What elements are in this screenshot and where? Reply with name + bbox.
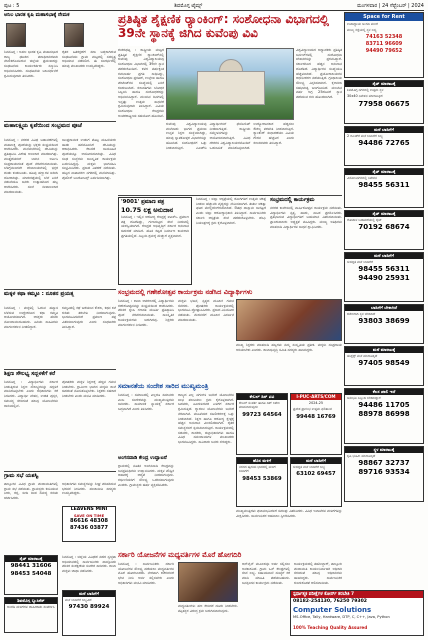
ad-text: ಮುಖ್ಯ ರಸ್ತೆಯಲ್ಲಿ ಸ್ಥಳ ಲಭ್ಯ xyxy=(347,28,377,33)
mid-story-text: ಶಿವಮೊಗ್ಗ : ಜಿಲ್ಲಾ ಆಸ್ಪತ್ರೆಯಲ್ಲಿ ರೋಗಿಗಳಿಗೆ ಉತ್ತಮ ಚಿಕಿತ್ಸೆ ನೀಡಲು ಹೆಚ್ಚುವರಿ ವೈದ್ಯರನ್ನು ನೇಮಿಸಲಾಗಿದೆ. ತುರ್ತು ಚಿಕಿತ್ಸಾ ಘಟಕ ಮೇಲ್ದರ್ಜೆಗೇರಿಸಲಾಗಿದೆ. ಔಷಧ ದಾಸ್ತಾನು ಸಾಕಷ್ಟಿದೆ ಎಂದು ಜಿಲ್ಲಾ ಆರೋಗ್ಯಾಧಿಕಾರಿ ತಿಳಿಸಿದ್ದಾರೆ. ಸಾರ್ವಜನಿಕರು ಸರ್ಕಾರಿ ಆಸ್ಪತ್ರೆಯ ಸೇವೆ ಪಡೆದುಕೊಳ್ಳಬೇಕು. ಡೆಂಘಿ ನಿಯಂತ್ರಣಕ್ಕೆ ಕ್ರಮ ಕೈಗೊಳ್ಳಲಾಗಿದೆ. xyxy=(196,197,266,225)
ad-phone: 77958 06675 xyxy=(358,99,410,108)
portrait-photo xyxy=(6,23,26,47)
mid-story-text: ನಗರದ ಕಾಲೇಜಿನಲ್ಲಿ ವಾರ್ಷಿಕೋತ್ಸವ ಕಾರ್ಯಕ್ರಮ ನಡೆಯಿತು. ವಿದ್ಯಾರ್ಥಿಗಳು ನೃತ್ಯ, ಹಾಡು, ನಾಟಕ ಪ್ರದರ್ಶಿಸಿದರು. ಪ್ರತಿಭಾವಂತ ವಿದ್ಯಾರ್ಥಿಗಳಿಗೆ ಬಹುಮಾನ ವಿತರಿಸಲಾಯಿತು. ಪ್ರಾಂಶುಪಾಲರು ಅಧ್ಯಕ್ಷತೆ ವಹಿಸಿದ್ದರು. ಮುಖ್ಯ ಅತಿಥಿಗಳು ಮಾತನಾಡಿ ವಿದ್ಯಾರ್ಥಿಗಳ ಸಾಧನೆ ಶ್ಲಾಘಿಸಿದರು. xyxy=(270,206,342,229)
left-story2-text: ಸಾಂಪ್ರದಾಯಿಕ ಉಡುಗೆ ತೊಟ್ಟ ಮಹಿಳೆಯರು ಹಾಡು ಹಸೆಯೊಂದಿಗೆ ದೇವಿಯನ್ನು ಆರಾಧಿಸಿದರು. ಕೆಲವೆಡೆ ಸಾಮೂಹಿಕ ಪೂಜೆಯನ್ನೂ ಆಯೋಜಿಸಲಾಗಿತ್ತು. ವಿವಿಧ ಸಂಘ ಸಂಸ್ಥೆಗಳು ಸಾಂಸ್ಕೃತಿಕ ಕಾರ್ಯಕ್ರಮ ಏರ್ಪಡಿಸಿದ್ದವು. ಮಕ್ಕಳು ಭಾಗವಹಿಸಿ ಸಂಭ್ರಮಿಸಿದರು. ಪ್ರಸಾದ ವಿತರಣೆ ನಡೆಯಿತು. ಹಬ್ಬದ ವಾತಾವರಣ ನಗರದಲ್ಲಿ ಮನೆಮಾಡಿತ್ತು. ಪೊಲೀಸ್ ಬಂದೋಬಸ್ತ್ ಏರ್ಪಡಿಸಲಾಗಿತ್ತು. xyxy=(62,138,116,180)
ad-phone: 98867 32737 xyxy=(358,459,410,468)
left-story3-text: ಕಮ್ಮಟದಲ್ಲಿ ಕಥೆ ಬರೆಯುವ ಕೌಶಲ, ಕಥನ ಕಲೆ ಕುರಿತು ತರಬೇತಿ ನೀಡಲಾಗುವುದು. ಭಾಗವಹಿಸಿದವರಿಗೆ ಪ್ರಮಾಣ ಪತ್ರ ವಿತರಿಸಲಾಗುವುದು ಎಂದು ಸಂಘಟಕರು ತಿಳಿಸಿದ್ದಾರೆ. xyxy=(62,306,116,329)
ad-phone: 74163 52348 xyxy=(365,33,403,40)
iso-headline: '9001' ಪ್ರಮಾಣ ಪತ್ರ xyxy=(121,199,165,205)
ad-phone: 98441 31606 xyxy=(10,563,52,569)
ad-text: 2024-25 xyxy=(308,401,324,405)
ad-text: ಅಂಗಡಿ ಮಳಿಗೆಗಳ ಜಾಹೀರಾತು ಸಂಪರ್ಕಿಸಿ xyxy=(7,605,55,609)
sec3-text: ಗ್ರಾಮದಲ್ಲಿ ನೂತನ ಅಂಗನವಾಡಿ ಕೇಂದ್ರವನ್ನು ಜನಪ್ರತಿನಿಧಿಗಳು ಉದ್ಘಾಟಿಸಿದರು. ಮಕ್ಕಳ ಪೌಷ್ಟಿಕ ಆಹಾರಕ್ಕೆ ಆದ್ಯತೆ ನೀಡಲಾಗುವುದು. ಗರ್ಭಿಣಿಯರಿಗೆ ಸೌಲಭ್ಯ ಒದಗಿಸಲಾಗುವುದು ಎಂದರು. ಗ್ರಾಮಸ್ಥರು ಹರ್ಷ ವ್ಯಕ್ತಪಡಿಸಿದರು. xyxy=(118,464,174,487)
left-story3-text: ಶಿವಮೊಗ್ಗ : ಮಕ್ಕಳಲ್ಲಿ ಓದುವ ಹವ್ಯಾಸ ಬೆಳೆಸುವ ಉದ್ದೇಶದಿಂದ ಕಥಾ ಕಮ್ಮಟ ಆಯೋಜಿಸಲಾಗಿದೆ. ಆಸಕ್ತರು ಹೆಸರು ನೋಂದಾಯಿಸಬಹುದು. ಹಿರಿಯ ಸಾಹಿತಿಗಳು ಮಾರ್ಗದರ್ಶನ ನೀಡಲಿದ್ದಾರೆ. xyxy=(4,306,58,329)
iso-box xyxy=(118,197,192,285)
ad-phone: 98453 54048 xyxy=(10,571,52,577)
event-photo xyxy=(236,299,342,341)
divider xyxy=(118,195,342,196)
ad-heading: ಕೆಲಸ ಖಾಲಿ ಇದೆ xyxy=(345,389,423,395)
ad-heading: ಮನೆ ಮಾರಾಟಕ್ಕೆ xyxy=(345,347,423,353)
ad-heading: ಸೈಟ್ ಮಾರಾಟಕ್ಕೆ xyxy=(345,211,423,217)
ad-phone: 94486 11705 xyxy=(358,401,410,410)
ad-heading: ಸೈಟ್ ಮಾರಾಟಕ್ಕೆ xyxy=(345,81,423,87)
sec3-text: ಮುಖ್ಯಮಂತ್ರಿಗಳು ಫಲಾನುಭವಿಗಳಿಗೆ ಸವಲತ್ತು ವಿತರಿಸಿದರು. ವಿವಿಧ ಇಲಾಖೆಗಳ ಮಳಿಗೆಗಳನ್ನು ವೀಕ್ಷಿಸಿದರು. ಸಾರ್ವಜನಿಕರ ಅಹವಾಲು ಸ್ವೀಕರಿಸಿದರು. xyxy=(236,509,342,518)
iso-text: ಶಿವಮೊಗ್ಗ : ಇಲ್ಲಿನ ಆರೋಗ್ಯ ಕೇಂದ್ರಕ್ಕೆ ಐಎಸ್‌ಒ ಪ್ರಮಾಣ ಪತ್ರ ದೊರೆತಿದ್ದು, ಗುಣಮಟ್ಟದ ಸೇವೆ ನೀಡುವಲ್ಲಿ ಯಶಸ್ವಿಯಾಗಿದೆ. ಕೇಂದ್ರದ ಅಭಿವೃದ್ಧಿಗೆ ಸರ್ಕಾರ ಅನುದಾನ ಬಿಡುಗಡೆ ಮಾಡಿದೆ. ಹೊಸ ಕಟ್ಟಡ ನಿರ್ಮಾಣ ಕಾಮಗಾರಿ ಪ್ರಗತಿಯಲ್ಲಿದೆ. ಸಿಬ್ಬಂದಿ ಶ್ರಮಕ್ಕೆ ಮೆಚ್ಚುಗೆ ವ್ಯಕ್ತವಾಗಿದೆ. xyxy=(121,215,189,238)
ad-phone: 98455 56311 xyxy=(358,265,410,274)
ad-job xyxy=(344,388,424,444)
ad-text: ನಗರದ ಹೃದಯ ಭಾಗದಲ್ಲಿ ಮಳಿಗೆ ಬಾಡಿಗೆಗೆ xyxy=(239,465,276,474)
ad-phone: 99448 16769 xyxy=(296,413,336,420)
mid-story-b-headline: ಸಂಭ್ರಮದಲ್ಲಿ ಕಾರ್ಯಕ್ರಮ xyxy=(270,197,315,203)
divider xyxy=(4,369,116,370)
ad-phone: 98453 53869 xyxy=(242,475,282,482)
mid-ad-service xyxy=(290,457,342,507)
main-columns xyxy=(118,12,342,636)
ad-phone: 86616 48308 xyxy=(70,518,108,524)
section-headline: ಸಮಾನತೆಯ ಸಂದೇಶ ಸಾರಿದ ಮುಖ್ಯಮಂತ್ರಿ xyxy=(118,382,209,390)
ad-site-sale-2 xyxy=(344,168,424,208)
ad-heading: ಕೇಬಲ್ ಡಿಸ್ ಟಿವಿ xyxy=(237,394,287,400)
ad-house-sale xyxy=(344,346,424,386)
mid-story-c-headline: ಅಂಗನವಾಡಿ ಕೇಂದ್ರ ಉದ್ಘಾಟನೆ xyxy=(118,455,167,461)
divider xyxy=(4,289,116,290)
ad-land-sale xyxy=(344,446,424,502)
ad-heading: ಸ್ಥಳ ಮಾರಾಟಕ್ಕೆ xyxy=(345,447,423,453)
ad-cta: SAVE ON TIME xyxy=(73,513,105,518)
ad-text: 30x40 ನಿವೇಶನ ಮಾರಾಟಕ್ಕಿದೆ xyxy=(347,94,383,99)
ad-phone: 93803 38699 xyxy=(358,317,410,326)
portrait-photo xyxy=(64,23,84,47)
ad-phone: 94490 25931 xyxy=(358,274,410,283)
ad-heading: ಮನೆ ಬಾಡಿಗೆಗೆ xyxy=(63,591,115,597)
ad-text: ಪ್ರವೇಶ ಪ್ರಾರಂಭ ಉತ್ತಮ ಫಲಿತಾಂಶ xyxy=(293,407,332,412)
sec2-text: ಮುಖ್ಯ ಶಿಕ್ಷಕರು ಮಾತನಾಡಿ ಹಬ್ಬಗಳು ನಮ್ಮ ಸಂಸ್ಕೃತಿಯ ಪ್ರತೀಕ. ಮಕ್ಕಳು ಸಂಪ್ರದಾಯ ಅರಿಯಬೇಕು ಎಂದರು. ಶಾಲಾಭಿವೃದ್ಧಿ ಸಮಿತಿ ಸದಸ್ಯರು ಹಾಜರಿದ್ದರು. xyxy=(236,343,342,352)
sec3-text: ಶಿವಮೊಗ್ಗ : ಸಮಾಜದಲ್ಲಿ ಎಲ್ಲರೂ ಸಮಾನರು ಎಂಬ ಸಂದೇಶವನ್ನು ಮುಖ್ಯಮಂತ್ರಿಗಳು ಸಾರಿದರು. ಸಾಮಾಜಿಕ ನ್ಯಾಯಕ್ಕೆ ಸರ್ಕಾರ ಬದ್ಧವಾಗಿದೆ ಎಂದು ತಿಳಿಸಿದರು. xyxy=(118,393,174,412)
ad-text: ಮನೆ ಬಾಡಿಗೆಗೆ ಲಭ್ಯವಿದೆ xyxy=(65,598,92,602)
ad-phone: 99723 64564 xyxy=(242,411,282,418)
lead-story-text: ಶಂಕರಘಟ್ಟ : ರಾಷ್ಟ್ರೀಯ ಮಟ್ಟದ ಪ್ರತಿಷ್ಠಿತ ಶೈಕ್ಷಣಿಕ ರ್‍ಯಾಂಕಿಂಗ್‌ನಲ್ಲಿ ಕುವೆಂಪು ವಿಶ್ವವಿದ್ಯಾಲಯವು ಸಂಶೋಧನಾ ವಿಭಾಗದಲ್ಲಿ 39ನೇ ಸ್ಥಾನ ಪಡೆದುಕೊಂಡಿದೆ. ಕಳೆದ ವರ್ಷಕ್ಕಿಂತ ಗಮನಾರ್ಹ ಪ್ರಗತಿ ಸಾಧಿಸಿದ್ದು, ಸಂಶೋಧನಾ ಪ್ರಕಟಣೆ, ಉಲ್ಲೇಖ ಹಾಗೂ ಪೇಟೆಂಟ್‌ಗಳ ಸಂಖ್ಯೆಯಲ್ಲಿ ಏರಿಕೆ ಕಂಡುಬಂದಿದೆ. ಕುಲಪತಿಗಳು ಬೋಧಕ ಸಿಬ್ಬಂದಿ ಹಾಗೂ ಸಂಶೋಧಕರನ್ನು ಅಭಿನಂದಿಸಿದ್ದಾರೆ. ಮುಂದಿನ ದಿನಗಳಲ್ಲಿ ಇನ್ನಷ್ಟು ಉತ್ತಮ ಸಾಧನೆಗೆ ಶ್ರಮಿಸುವುದಾಗಿ ತಿಳಿಸಿದ್ದಾರೆ. ವಿವಿಯ ಸಂಶೋಧನಾ ಕೇಂದ್ರಗಳು ಅಂತರರಾಷ್ಟ್ರೀಯ ಸಹಯೋಗ ಹೊಂದಿವೆ. xyxy=(118,48,164,118)
ad-space-for-rent xyxy=(344,12,424,78)
left-story2-headline: ಮಹಾಲಕ್ಷ್ಮಿಯ ಕೃಪೆಯಿಂದ ಸಂಭ್ರಮದ ಪೂಜೆ xyxy=(4,123,82,129)
left-story1-text: ರೈತರ ಹಿತರಕ್ಷಣೆಗೆ ಸದಾ ಬದ್ಧರಾಗಿರುವ ಸಂಘಟನೆಯು ಗ್ರಾಮ ಮಟ್ಟದಲ್ಲಿ ಸದಸ್ಯತ್ವ ಅಭಿಯಾನ ನಡೆಸಲಿದೆ. ಈ ಸಂದರ್ಭದಲ್ಲಿ ಹಲವು ಮುಖಂಡರು ಉಪಸ್ಥಿತರಿದ್ದರು. xyxy=(62,50,116,69)
sec4-text: ಶಿವಮೊಗ್ಗ : ಸಾರ್ವಜನಿಕರು ಸರ್ಕಾರಿ ಯೋಜನೆಗಳ ಸೌಲಭ್ಯ ಪಡೆಯಲು ಮಧ್ಯವರ್ತಿಗಳ ಮೊರೆ ಹೋಗಬಾರದು. ನೇರವಾಗಿ ಕಚೇರಿಗಳಿಗೆ ಭೇಟಿ ನೀಡಿ ಅರ್ಜಿ ಸಲ್ಲಿಸಬೇಕು ಎಂದು ಅಧಿಕಾರಿಗಳು ಮನವಿ ಮಾಡಿದರು. xyxy=(118,562,174,585)
ad-heading: I-PUC-ARTS/COM xyxy=(291,394,341,400)
ad-text: ಸುಸಜ್ಜಿತ ಮನೆ ಬಾಡಿಗೆಗೆ xyxy=(347,260,373,264)
ad-phone: 94486 72765 xyxy=(358,139,410,148)
left-story5-text: ತಾಲ್ಲೂಕಿನ ವಿವಿಧ ಗ್ರಾಮ ಪಂಚಾಯಿತಿಗಳಲ್ಲಿ ಗ್ರಾಮ ಸಭೆ ನಡೆಯಿತು. ಗ್ರಾಮಸ್ಥರು ಕುಡಿಯುವ ನೀರು, ರಸ್ತೆ, ಬೀದಿ ದೀಪ ಸಮಸ್ಯೆ ಕುರಿತು ಚರ್ಚಿಸಿದರು. xyxy=(4,482,58,501)
ad-text: ಉಪಾಧ್ಯಾಯ ಅಂಗಡಿ ಮಳಿಗೆ xyxy=(347,22,378,26)
left-story2-text: ಶಿವಮೊಗ್ಗ : ನಗರದ ವಿವಿಧ ಬಡಾವಣೆಗಳಲ್ಲಿ ಮಹಾಲಕ್ಷ್ಮಿ ಪೂಜೆಯನ್ನು ಭಕ್ತರು ಸಂಭ್ರಮದಿಂದ ಆಚರಿಸಿದರು. ಮನೆಮನೆಗಳಲ್ಲಿ ದೇವಿಯನ್ನು ಪ್ರತಿಷ್ಠಾಪಿಸಿ ವಿಶೇಷ ಅಲಂಕಾರ ಮಾಡಲಾಗಿತ್ತು. ಮುತ್ತೈದೆಯರಿಗೆ ಬಾಗಿನ ಅರ್ಪಿಸಿ ಸಂಪ್ರದಾಯದಂತೆ ಪೂಜೆ ನೆರವೇರಿಸಲಾಯಿತು. ಬೆಳಿಗ್ಗೆಯಿಂದಲೇ ದೇವಾಲಯಗಳಲ್ಲಿ ಭಕ್ತರ ದಂಡು ಕಂಡುಬಂತು. ಹೂವು ಹಣ್ಣುಗಳ ಖರೀದಿ ಜೋರಾಗಿತ್ತು. ಮಾರುಕಟ್ಟೆಯಲ್ಲಿ ಬೆಲೆ ಏರಿಕೆ ನಡುವೆಯೂ ಜನರು ಉತ್ಸಾಹದಿಂದ ಹಬ್ಬ ಆಚರಿಸಿದರು. ಸಂಜೆ ದೀಪಾಲಂಕಾರ ಮಾಡಲಾಯಿತು. xyxy=(4,138,58,194)
issue-date: ಮಂಗಳವಾರ | 24 ಸೆಪ್ಟೆಂಬರ್ | 2024 xyxy=(357,3,424,9)
ad-house-rent xyxy=(344,126,424,166)
ad-text: ಕೃಷಿ ಭೂಮಿ ಮಾರಾಟಕ್ಕಿದೆ xyxy=(347,454,376,458)
sec3-text: ರಾಜ್ಯದ ಎಲ್ಲ ವರ್ಗಗಳ ಜನರಿಗೆ ಯೋಜನೆಗಳ ಲಾಭ ತಲುಪಿಸಲು ಕ್ರಮ ಕೈಗೊಳ್ಳಲಾಗಿದೆ. ಬಡವರು, ಹಿಂದುಳಿದವರ ಏಳಿಗೆಗೆ ಸರ್ಕಾರ ಶ್ರಮಿಸುತ್ತಿದೆ. ಗ್ಯಾರಂಟಿ ಯೋಜನೆಗಳು ಜನರಿಗೆ ನೆರವಾಗಿವೆ. ಮಹಿಳೆಯರ ಸಬಲೀಕರಣಕ್ಕೆ ಒತ್ತು ನೀಡಲಾಗಿದೆ. ಶಿಕ್ಷಣ ಹಾಗೂ ಆರೋಗ್ಯ ಕ್ಷೇತ್ರಕ್ಕೆ ಹೆಚ್ಚಿನ ಅನುದಾನ ಮೀಸಲಿಡಲಾಗಿದೆ. ರೈತರ ಸಮಸ್ಯೆಗಳಿಗೆ ಸ್ಪಂದಿಸಲಾಗುತ್ತಿದೆ. ಕಾರ್ಯಕ್ರಮದಲ್ಲಿ ಸಚಿವರು, ಶಾಸಕರು, ಜಿಲ್ಲಾಧಿಕಾರಿಗಳು ಹಾಗೂ ವಿವಿಧ ಸಮುದಾಯಗಳ ಮುಖಂಡರು ಭಾಗವಹಿಸಿದ್ದರು. ಸಾವಿರಾರು ಜನರು ಸೇರಿದ್ದರು. xyxy=(178,393,234,445)
sec4-text: ಆನ್‌ಲೈನ್ ಮೂಲಕವೂ ಅರ್ಜಿ ಸಲ್ಲಿಸಲು ಅವಕಾಶವಿದೆ. ಗ್ರಾಮ ಒನ್ ಕೇಂದ್ರಗಳಲ್ಲಿ ಸೇವೆ ಲಭ್ಯ. ಸಹಾಯವಾಣಿ ಸಂಖ್ಯೆಗೆ ಕರೆ ಮಾಡಿ ಮಾಹಿತಿ ಪಡೆಯಬಹುದು. ಜನಸ್ಪಂದನ ಕಾರ್ಯಕ್ರಮ ನಡೆಯಿತು. xyxy=(242,562,290,585)
left-story5-headline: ಗ್ರಾಮ ಸಭೆ ಯಶಸ್ವಿ xyxy=(4,473,39,479)
classified-column xyxy=(344,12,424,636)
ad-phone: 08182-254130, 76250 79302 xyxy=(293,599,367,604)
university-photo xyxy=(166,48,294,120)
left-story1-text: ಶಿವಮೊಗ್ಗ : ಅಖಿಲ ಭಾರತ ಕೃಷಿ ಮಹಾಸಭಾದ ರಾಜ್ಯ ಘಟಕದ ಪದಾಧಿಕಾರಿಗಳಾಗಿ ನೇಮಕಗೊಂಡಿರುವ ಜಿಲ್ಲೆಯ ಪ್ರಮುಖರನ್ನು ಸಂಘಟನೆಯ ಕಾರ್ಯಕರ್ತರು ಸನ್ಮಾನಿಸಿ ಅಭಿನಂದಿಸಿದರು. ಸಂಘಟನೆಯ ಬಲವರ್ಧನೆಗೆ ಶ್ರಮಿಸುವುದಾಗಿ ತಿಳಿಸಿದರು. xyxy=(4,50,58,78)
sec2-text: ಮಕ್ಕಳು ಭಜನೆ, ನೃತ್ಯದ ಮೂಲಕ ಗಮನ ಸೆಳೆದರು. ಪೋಷಕರು ಕಾರ್ಯಕ್ರಮದಲ್ಲಿ ಭಾಗವಹಿಸಿ ಪ್ರೋತ್ಸಾಹಿಸಿದರು. ಪ್ರಸಾದ ವಿನಿಯೋಗ ನಡೆಯಿತು. ಮೆರವಣಿಗೆ ಮೂಲಕ ವಿಸರ್ಜನೆ ಮಾಡಲಾಯಿತು. xyxy=(178,299,234,322)
ad-text: ಶಿವಮೊಗ್ಗ ನಗರದಲ್ಲಿ ಉತ್ತಮ ಸ್ಥಳ xyxy=(347,88,384,92)
section-headline: ಸರ್ಕಾರಿ ಯೋಜನೆಗಳ ಮಧ್ಯವರ್ತಿಗಳ ಮೊರೆ ಹೋಗದಿರಿ xyxy=(118,551,242,559)
ad-heading: LEAVENS MINI xyxy=(70,507,108,512)
ad-site-sale-3 xyxy=(344,210,424,250)
ad-site-sale xyxy=(344,80,424,124)
ad-text: 2 ಬಿಎಚ್‌ಕೆ ಮನೆ ಬಾಡಿಗೆಗೆ ಲಭ್ಯ xyxy=(347,134,383,138)
ad-heading: ಸೈಟ್ ಮಾರಾಟಕ್ಕೆ xyxy=(5,556,57,562)
meeting-photo xyxy=(178,562,238,602)
ad-phone: 97430 89924 xyxy=(68,604,110,611)
mid-ad-shop xyxy=(236,457,288,507)
ad-heading: ಮನೆ ಬಾಡಿಗೆಗೆ xyxy=(345,253,423,259)
ad-text: ಗೋಪಾಳ ಬಡಾವಣೆಯಲ್ಲಿ ಸೈಟ್ xyxy=(347,218,382,222)
ad-phone: 63102 69457 xyxy=(296,471,336,478)
sec4-text: ಕಾರ್ಯಕ್ರಮದಲ್ಲಿ ತಹಶೀಲ್ದಾರ್, ತಾಲ್ಲೂಕು ಪಂಚಾಯಿತಿ ಕಾರ್ಯನಿರ್ವಾಹಕ ಅಧಿಕಾರಿ ಸೇರಿದಂತೆ ಹಲವು ಅಧಿಕಾರಿಗಳು ಹಾಜರಿದ್ದರು. ಸಾರ್ವಜನಿಕರ ಕುಂದುಕೊರತೆ ಆಲಿಸಲಾಯಿತು. xyxy=(294,562,342,585)
ad-text: ಕೇಬಲ್ ಸಂಪರ್ಕ ಹಾಗೂ ಡಿಶ್ ರಿಪೇರಿ ಮಾಡಲಾಗುವುದು xyxy=(239,401,280,410)
ad-phone: 70192 68674 xyxy=(358,223,410,232)
mid-ad-cable xyxy=(236,393,288,455)
ad-heading: ಬಾಡಿಗೆಗೆ ಬೇಕಾಗಿದೆ xyxy=(345,305,423,311)
masthead: ಶಿವಮೊಗ್ಗ ಟೈಮ್ಸ್ xyxy=(174,3,203,9)
ad-heading: ಸೈಟ್ ಮಾರಾಟಕ್ಕೆ xyxy=(345,169,423,175)
lead-story-text: ವಿಶ್ವವಿದ್ಯಾಲಯದ ಅಧ್ಯಾಪಕರು ಪ್ರತಿಷ್ಠಿತ ಜರ್ನಲ್‌ಗಳಲ್ಲಿ ಸಂಶೋಧನಾ ಲೇಖನಗಳನ್ನು ಪ್ರಕಟಿಸಿದ್ದಾರೆ. ಸರ್ಕಾರದಿಂದ ಹೆಚ್ಚಿನ ಅನುದಾನ ದೊರೆತಿದೆ. ವಿದ್ಯಾರ್ಥಿಗಳ ಸಂಖ್ಯೆಯೂ ಹೆಚ್ಚಳವಾಗಿದೆ. ಪ್ರಯೋಗಾಲಯಗಳ ಆಧುನೀಕರಣ ನಡೆಯುತ್ತಿದೆ. ಗ್ರಂಥಾಲಯ ಸೌಲಭ್ಯ ವಿಸ್ತರಿಸಲಾಗಿದೆ. ಕೈಗಾರಿಕಾ ಸಹಭಾಗಿತ್ವ ಬಲಗೊಂಡಿದೆ. ಮುಂದಿನ ವರ್ಷ ಅಗ್ರ 25ರೊಳಗೆ ಸ್ಥಾನ ಪಡೆಯುವ ಗುರಿ ಹೊಂದಲಾಗಿದೆ. xyxy=(296,48,342,100)
ad-tagline: 100% Teaching Quality Assured xyxy=(293,625,368,630)
left-business-ad xyxy=(4,597,58,633)
divider xyxy=(4,471,116,472)
left-story4-headline: ಶಿಕ್ಷಣ ಸೌಲಭ್ಯ ಸದ್ಬಳಕೆಗೆ ಕರೆ xyxy=(4,371,56,377)
ad-text: ಡುಪ್ಲೆಕ್ಸ್ ಮನೆ ಮಾರಾಟಕ್ಕಿದೆ xyxy=(347,354,378,358)
ad-heading: ಮನೆ ಬಾಡಿಗೆಗೆ xyxy=(345,127,423,133)
ad-phone: 97405 98549 xyxy=(358,359,410,368)
left-topic-heading: ಅನಿಲ ಭಾರತ ಕೃಷಿ ಮಹಾಸಭಾಕ್ಕೆ ನೇಮಕ xyxy=(4,12,70,18)
ad-phone: 88978 86998 xyxy=(358,410,410,419)
left-classified-ad xyxy=(4,555,58,595)
section-headline: ಸಂಭ್ರಮದಲ್ಲಿ ಗಣೇಶೋತ್ಸವ ಕಾರ್ಯಕ್ರಮ ನಡೆಸಿದ ವಿದ್ಯಾರ್ಥಿಗಳು xyxy=(118,288,253,296)
grant-amount: 10.75 ಲಕ್ಷ ಅನುದಾನ xyxy=(121,206,174,214)
divider xyxy=(4,121,116,122)
ad-heading: Space for Rent xyxy=(345,13,423,21)
left-story3-headline: ಮಕ್ಕಳ ಕಥಾ ಕಮ್ಮಟ : ನೂತನ ಪ್ರಯತ್ನ xyxy=(4,291,75,297)
ad-text: ಅನುಭವಿ ಸಿಬ್ಬಂದಿ ಬೇಕಾಗಿದ್ದಾರೆ xyxy=(347,396,381,400)
lead-story-text: ಕುವೆಂಪು ವಿಶ್ವವಿದ್ಯಾಲಯವು ಮಲೆನಾಡು ಭಾಗದ ಪ್ರಮುಖ ಉನ್ನತ ಶಿಕ್ಷಣ ಸಂಸ್ಥೆಯಾಗಿದ್ದು, ಹಲವು ಸ್ನಾತಕೋತ್ತರ ವಿಭಾಗಗಳನ್ನು ಹೊಂದಿದೆ. ಸಂಶೋಧನೆಗೆ ಒತ್ತು ನೀಡಲಾಗುತ್ತಿದೆ. ಪಿಎಚ್‌ಡಿ ವಿದ್ಯಾರ್ಥಿಗಳಿಗೆ ಫೆಲೋಶಿಪ್ ನೀಡಲಾಗುತ್ತಿದೆ. ರಾಷ್ಟ್ರೀಯ ಸಮ್ಮೇಳನಗಳನ್ನು ಆಯೋಜಿಸಲಾಗುತ್ತಿದೆ. ವಿವಿಧ ದೇಶಗಳ ವಿಶ್ವವಿದ್ಯಾಲಯಗಳೊಂದಿಗೆ ಒಡಂಬಡಿಕೆ ಮಾಡಿಕೊಳ್ಳಲಾಗಿದೆ. ಉದ್ಯೋಗಾವಕಾಶ ಹೆಚ್ಚಿಸಲು ಕೌಶಲ್ಯ ತರಬೇತಿ ನೀಡಲಾಗುತ್ತಿದೆ. ರ್‍ಯಾಂಕಿಂಗ್ ಸುಧಾರಣೆಯು ವಿವಿಯ ಗೌರವ ಹೆಚ್ಚಿಸಿದೆ ಎಂದು ಕುಲಸಚಿವರು ತಿಳಿಸಿದ್ದಾರೆ. xyxy=(166,122,294,150)
ad-house-rent-2 xyxy=(344,252,424,302)
ad-phone: 98455 56311 xyxy=(358,181,410,190)
ad-text: ವಿನೋಬನಗರದಲ್ಲಿ ನಿವೇಶನ xyxy=(347,176,377,180)
ad-heading: ಶಿವಮೊಗ್ಗ ಬ್ಯುಸಿನೆಸ್ xyxy=(5,598,57,604)
page-header xyxy=(4,2,424,11)
mid-ad-college xyxy=(290,393,342,455)
left-column xyxy=(4,12,116,636)
ad-phone: 94490 79652 xyxy=(365,47,403,54)
ad-phone: 83711 96609 xyxy=(365,40,403,47)
ad-text: ಕಚೇರಿಗಾಗಿ ಸ್ಥಳ ಬೇಕಾಗಿದೆ xyxy=(347,312,376,316)
ad-text: ಸುಸಜ್ಜಿತ ಮನೆ ಬಾಡಿಗೆಗೆ ಲಭ್ಯ xyxy=(293,465,326,469)
ad-phone: 89716 93534 xyxy=(358,468,410,477)
left-story4-text: ಪೋಷಕರು ಮಕ್ಕಳ ಶಿಕ್ಷಣಕ್ಕೆ ಹೆಚ್ಚಿನ ಗಮನ ನೀಡಬೇಕು. ಗ್ರಾಮೀಣ ಭಾಗದ ಮಕ್ಕಳು ಶಾಲೆ ಬಿಡದಂತೆ ನೋಡಿಕೊಳ್ಳಬೇಕು. ಶಿಕ್ಷಕರು ಸಹಕಾರ ನೀಡಬೇಕು ಎಂದು ಮನವಿ ಮಾಡಿದರು. xyxy=(62,380,116,399)
ad-heading: ಮನೆ ಬಾಡಿಗೆಗೆ xyxy=(291,458,341,464)
ad-heading: ಸ್ಪರ್ಧಾತ್ಮಕ ಪರೀಕ್ಷೆಗಳ ಕೋರ್ಸ್ ತರಬೇತಿ 7 xyxy=(291,591,423,598)
sec2-text: ಶಿವಮೊಗ್ಗ : ಶಾಲಾ ಆವರಣದಲ್ಲಿ ವಿದ್ಯಾರ್ಥಿಗಳು ಗಣೇಶೋತ್ಸವವನ್ನು ಸಂಭ್ರಮದಿಂದ ಆಚರಿಸಿದರು. ಪರಿಸರ ಸ್ನೇಹಿ ಗಣಪತಿ ಮೂರ್ತಿ ಪ್ರತಿಷ್ಠಾಪಿಸಿ ಪೂಜೆ ನೆರವೇರಿಸಲಾಯಿತು. ಸಾಂಸ್ಕೃತಿಕ ಕಾರ್ಯಕ್ರಮಗಳು ಜರುಗಿದವು. ಶಿಕ್ಷಕರು ಮಾರ್ಗದರ್ಶನ ನೀಡಿದರು. xyxy=(118,299,174,327)
computer-solutions-ad xyxy=(290,590,424,636)
left-story5-text: ಅಧಿಕಾರಿಗಳು ಸಮಸ್ಯೆಗಳನ್ನು ಶೀಘ್ರ ಪರಿಹರಿಸುವ ಭರವಸೆ ನೀಡಿದರು. ಪಂಚಾಯಿತಿ ಸದಸ್ಯರು ಉಪಸ್ಥಿತರಿದ್ದರು. xyxy=(62,482,116,496)
page-number: ಪುಟ : 5 xyxy=(4,3,20,9)
sec4-text: ಮಧ್ಯವರ್ತಿಗಳು ಹಣ ಕೇಳಿದರೆ ದೂರು ನೀಡಬೇಕು. ತಪ್ಪಿತಸ್ಥರ ವಿರುದ್ಧ ಕ್ರಮ ಜರುಗಿಸಲಾಗುವುದು. xyxy=(178,604,238,613)
ad-brand: Computer Solutions xyxy=(293,606,372,614)
lead-headline: ಪ್ರತಿಷ್ಠಿತ ಶೈಕ್ಷಣಿಕ ರ್‍ಯಾಂಕಿಂಗ್: ಸಂಶೋಧನಾ ವಿಭಾಗದಲ್ಲಿ 39ನೇ ಸ್ಥಾನಕ್ಕೆ ಜಿಗಿದ ಕುವೆಂಪು ವಿವಿ xyxy=(118,12,329,40)
rent-ad-bottom xyxy=(62,590,116,636)
lead-banner xyxy=(118,12,342,46)
leavens-ad xyxy=(62,506,116,542)
ad-courses: MS-Office, Tally, Hardware, DTP, C, C++, Java, Python xyxy=(293,615,390,619)
left-story6-text: ಶಿವಮೊಗ್ಗ : ಜಿಲ್ಲೆಯ ವಿವಿಧೆಡೆ ನಡೆದ ಸ್ವಚ್ಛತಾ ಅಭಿಯಾನದಲ್ಲಿ ಸಾರ್ವಜನಿಕರು ಪಾಲ್ಗೊಂಡು ಪರಿಸರ ಸಂರಕ್ಷಣೆಯ ಸಂದೇಶ ಸಾರಿದರು. ಶಾಲಾ ಮಕ್ಕಳು ಜಾಥಾ ನಡೆಸಿದರು. xyxy=(62,555,116,574)
ad-phone: 87436 03877 xyxy=(70,525,108,531)
ad-heading: ಹೊಸ ಮಳಿಗೆ xyxy=(237,458,287,464)
ad-wanted xyxy=(344,304,424,344)
left-story4-text: ಶಿವಮೊಗ್ಗ : ವಿದ್ಯಾರ್ಥಿಗಳು ಸರ್ಕಾರ ನೀಡುತ್ತಿರುವ ಶಿಕ್ಷಣ ಸೌಲಭ್ಯಗಳನ್ನು ಸದ್ಬಳಕೆ ಮಾಡಿಕೊಳ್ಳಬೇಕು ಎಂದು ಅಧಿಕಾರಿಗಳು ಕರೆ ನೀಡಿದರು. ವಿದ್ಯಾರ್ಥಿ ವೇತನ, ಉಚಿತ ಪುಸ್ತಕ, ಸಮವಸ್ತ್ರ ಸೇರಿದಂತೆ ಹಲವು ಯೋಜನೆಗಳು ಜಾರಿಯಲ್ಲಿವೆ. xyxy=(4,380,58,408)
